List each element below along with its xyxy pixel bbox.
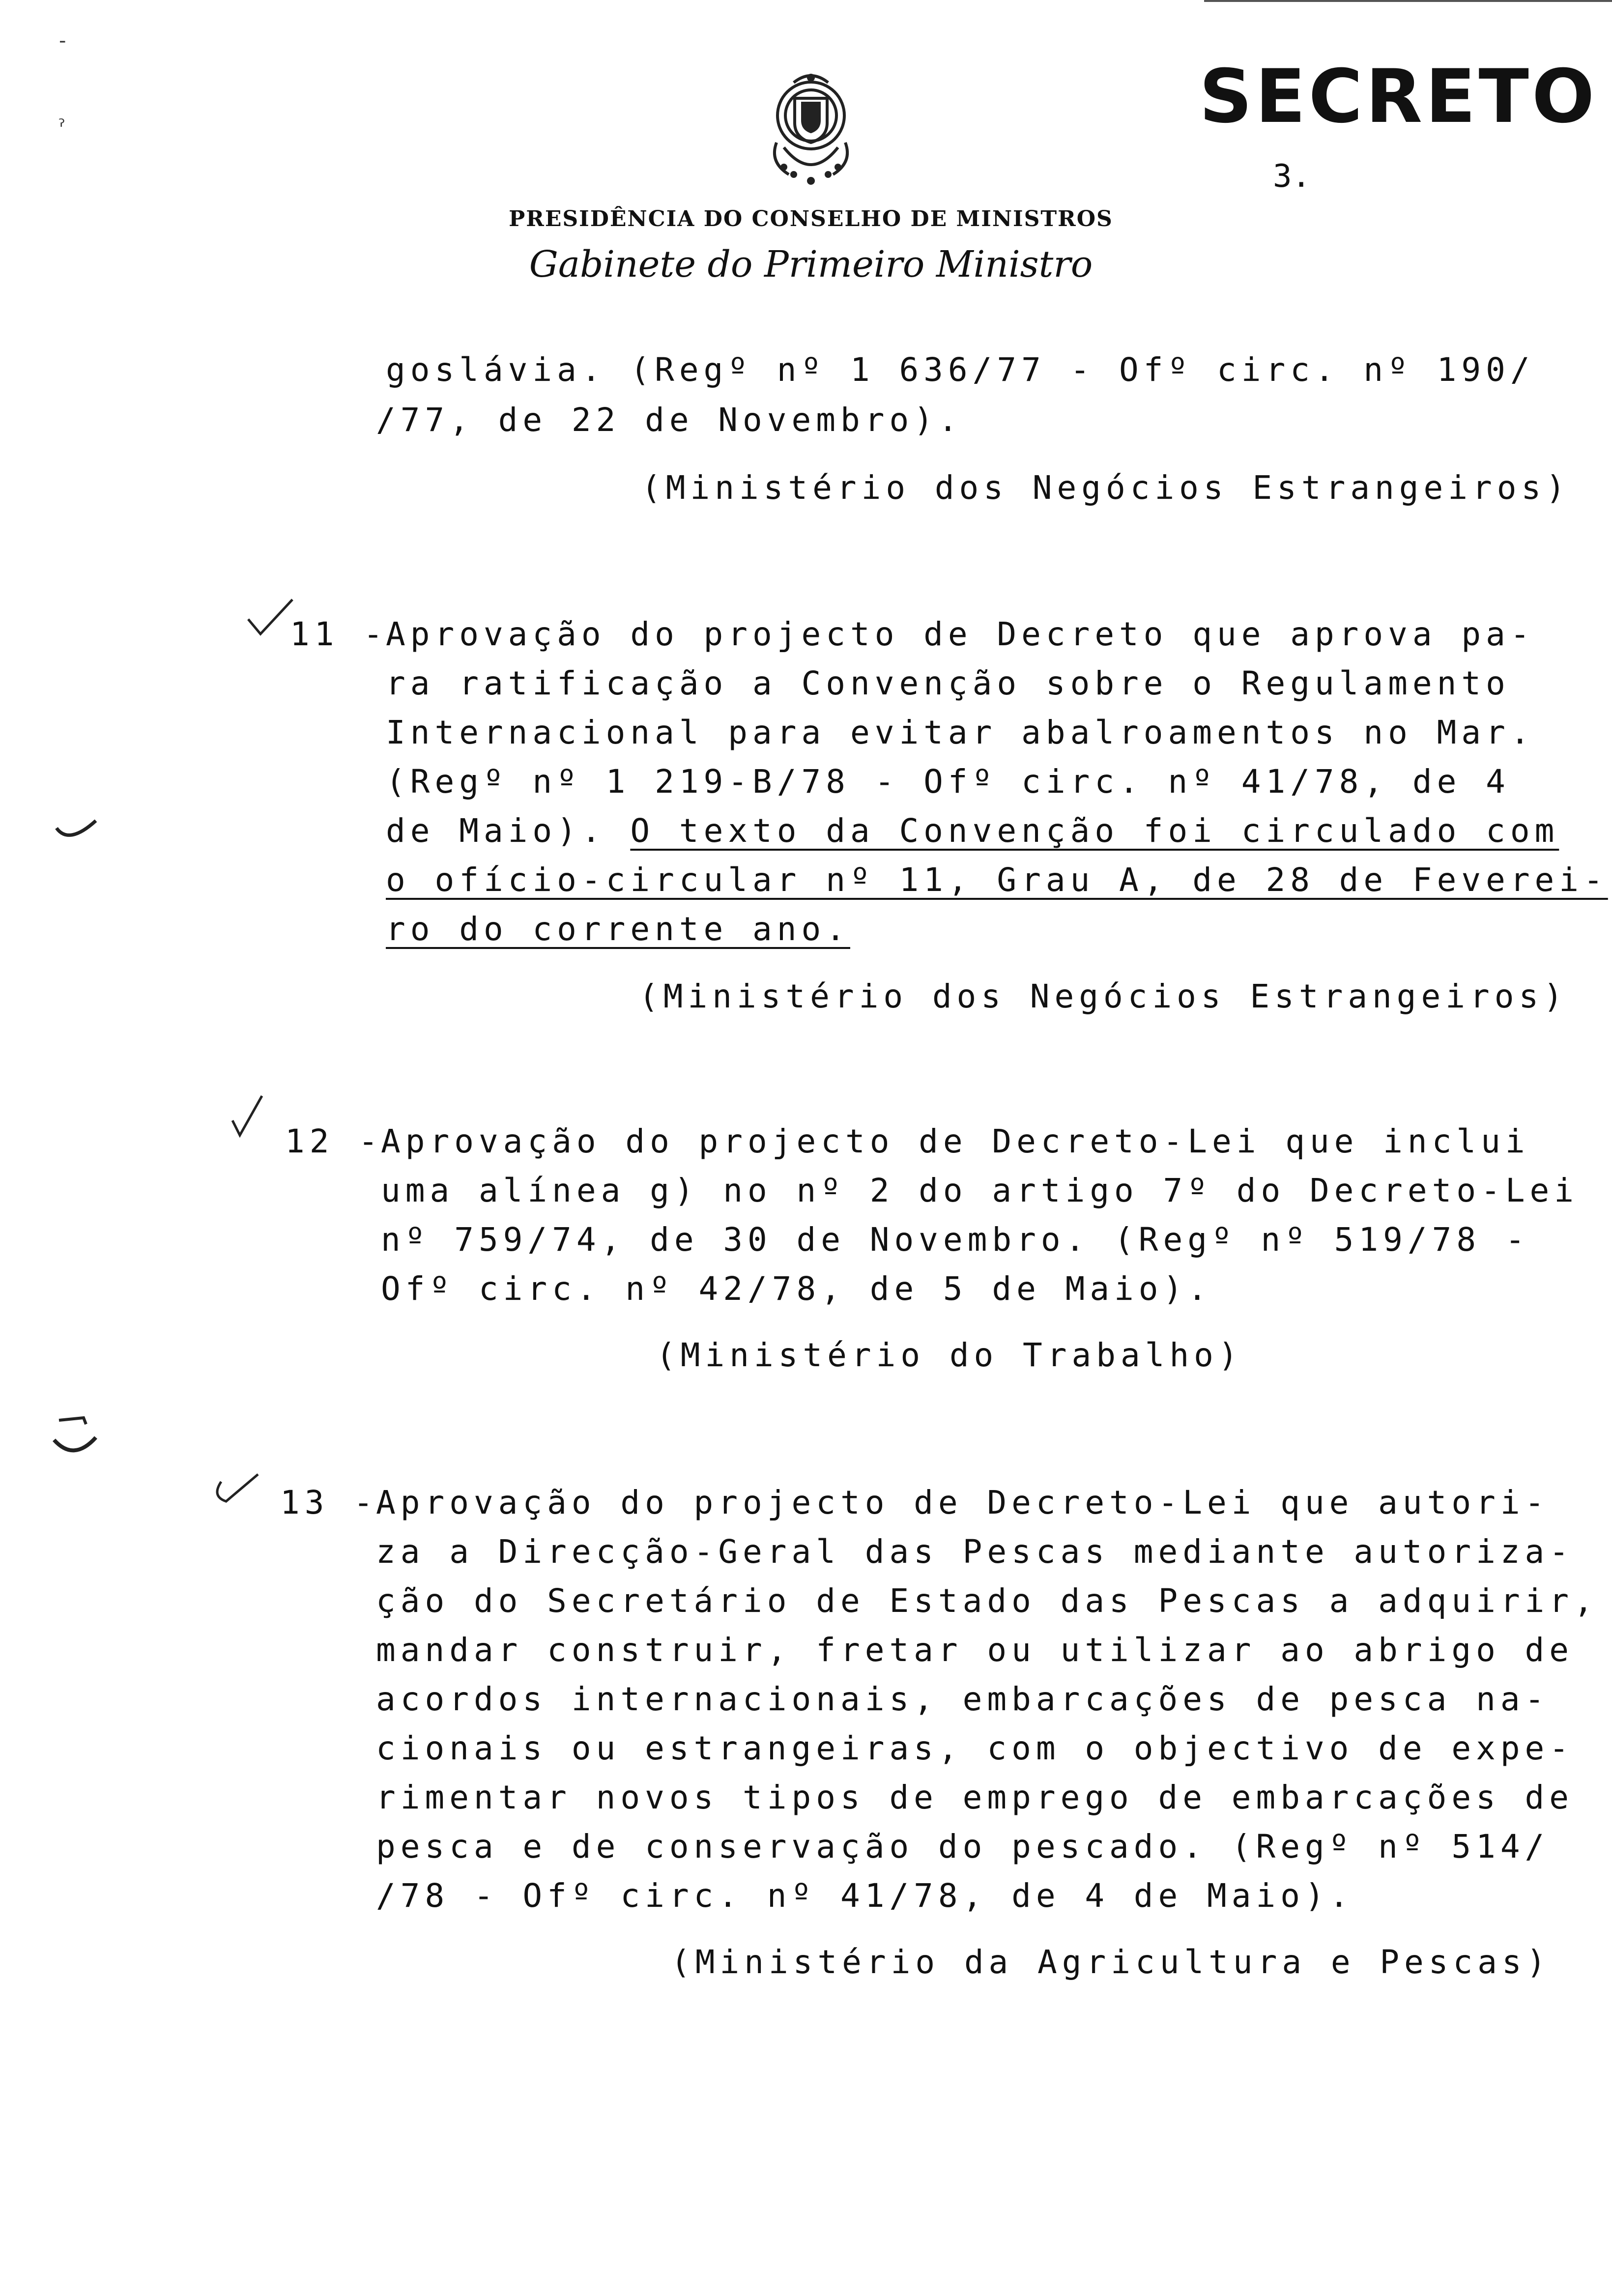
- body-line: ção do Secretário de Estado das Pescas a adquirir,: [376, 1582, 1598, 1620]
- margin-mark: -: [59, 29, 66, 52]
- body-line: uma alínea g) no nº 2 do artigo 7º do Decreto-Lei: [381, 1172, 1579, 1209]
- body-line: Aprovação do projecto de Decreto-Lei que autori-: [376, 1484, 1550, 1521]
- body-line: /77, de 22 de Novembro).: [376, 401, 963, 439]
- presidency-heading: PRESIDÊNCIA DO CONSELHO DE MINISTROS: [509, 206, 1113, 231]
- body-line: goslávia. (Regº nº 1 636/77 - Ofº circ. nº 190/: [386, 351, 1535, 389]
- body-line: mandar construir, fretar ou utilizar ao abrigo de: [376, 1631, 1574, 1669]
- ministry-attribution: (Ministério dos Negócios Estrangeiros): [639, 977, 1568, 1015]
- margin-punch-hole-icon: [49, 1410, 103, 1464]
- body-line: pesca e de conservação do pescado. (Regº nº 514/: [376, 1828, 1550, 1866]
- underlined-note: ro do corrente ano.: [386, 910, 850, 948]
- underlined-note: o ofício-circular nº 11, Grau A, de 28 de Feverei-: [386, 861, 1608, 899]
- body-line: rimentar novos tipos de emprego de embarcações de: [376, 1779, 1574, 1816]
- handwritten-check-icon: [246, 597, 295, 636]
- body-line: (Regº nº 1 219-B/78 - Ofº circ. nº 41/78, de 4: [386, 763, 1510, 801]
- top-edge-rule: [1204, 0, 1612, 2]
- underlined-note: O texto da Convenção foi circulado com: [630, 812, 1559, 850]
- margin-check-icon: [54, 816, 98, 845]
- ministry-attribution: (Ministério da Agricultura e Pescas): [671, 1943, 1551, 1981]
- ministry-attribution: (Ministério do Trabalho): [656, 1336, 1243, 1374]
- handwritten-check-icon: [211, 1472, 260, 1506]
- body-line: Ofº circ. nº 42/78, de 5 de Maio).: [381, 1270, 1212, 1308]
- margin-mark: ˀ: [58, 115, 65, 138]
- item-number: 11 -: [290, 615, 388, 653]
- body-line: nº 759/74, de 30 de Novembro. (Regº nº 519/78 -: [381, 1221, 1530, 1259]
- body-line: acordos internacionais, embarcações de pesca na-: [376, 1680, 1550, 1718]
- item-number: 12 -: [285, 1122, 383, 1160]
- body-line: /78 - Ofº circ. nº 41/78, de 4 de Maio).: [376, 1877, 1354, 1915]
- body-line: cionais ou estrangeiras, com o objectivo de expe-: [376, 1729, 1574, 1767]
- item-number: 13 -: [280, 1484, 378, 1521]
- coat-of-arms-icon: [754, 69, 867, 192]
- body-line: Aprovação do projecto de Decreto-Lei que inclui: [381, 1122, 1530, 1160]
- body-line: [386, 812, 1559, 850]
- cabinet-subheading: Gabinete do Primeiro Ministro: [529, 243, 1093, 286]
- handwritten-check-icon: [230, 1093, 264, 1138]
- body-line: Aprovação do projecto de Decreto que aprova pa-: [386, 615, 1535, 653]
- ministry-attribution: (Ministério dos Negócios Estrangeiros): [641, 469, 1570, 507]
- body-line: za a Direcção-Geral das Pescas mediante autoriza-: [376, 1533, 1574, 1571]
- plain-text: de Maio).: [386, 812, 631, 850]
- body-line: ra ratificação a Convenção sobre o Regulamento: [386, 664, 1510, 702]
- body-line: Internacional para evitar abalroamentos no Mar.: [386, 714, 1535, 751]
- classification-stamp: SECRETO: [1199, 54, 1598, 140]
- page-number: 3.: [1273, 158, 1311, 195]
